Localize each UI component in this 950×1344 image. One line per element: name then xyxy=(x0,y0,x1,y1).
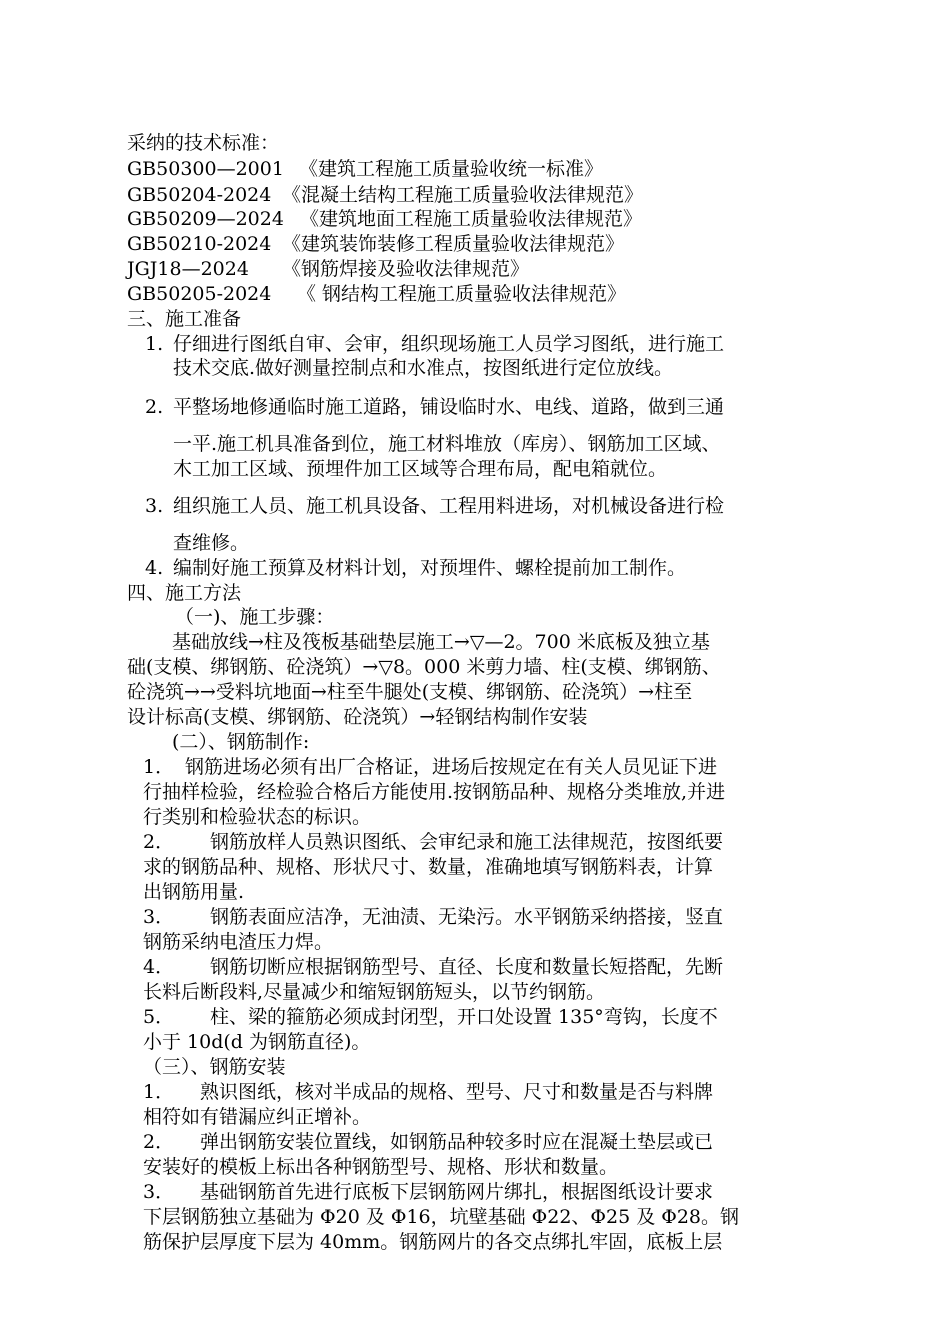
item-number: 1． xyxy=(143,1081,175,1103)
standard-row xyxy=(127,282,627,306)
standard-code: GB50209—2024 xyxy=(127,208,284,230)
item-text: 相符如有错漏应纠正增补。 xyxy=(143,1106,372,1128)
item-text: 筋保护层厚度下层为 40mm。钢筋网片的各交点绑扎牢固，底板上层 xyxy=(143,1231,723,1253)
standard-title: 《建筑装饰装修工程质量验收法律规范》 xyxy=(282,233,625,255)
item-number: 1． xyxy=(143,756,175,778)
standard-row xyxy=(127,207,643,231)
standard-code: GB50300—2001 xyxy=(127,158,284,180)
standard-row xyxy=(127,257,530,281)
item-text: 组织施工人员、施工机具设备、工程用料进场，对机械设备进行检 xyxy=(173,495,725,517)
paragraph-line: 础(支模、绑钢筋、砼浇筑）→▽8。000 米剪力墙、柱(支模、绑钢筋、 xyxy=(127,656,721,678)
item-text: 弹出钢筋安装位置线，如钢筋品种较多时应在混凝土垫层或已 xyxy=(200,1131,714,1153)
item-text: 熟识图纸，核对半成品的规格、型号、尺寸和数量是否与料牌 xyxy=(200,1081,714,1103)
item-text: 钢筋采纳电渣压力焊。 xyxy=(143,931,334,953)
item-number: 4. xyxy=(145,557,164,579)
item-number: 1. xyxy=(145,333,164,355)
item-text: 钢筋进场必须有出厂合格证，进场后按规定在有关人员见证下进 xyxy=(185,756,718,778)
paragraph-line: 砼浇筑→→受料坑地面→柱至牛腿处(支模、绑钢筋、砼浇筑）→柱至 xyxy=(127,681,693,703)
item-text: 钢筋放样人员熟识图纸、会审纪录和施工法律规范，按图纸要 xyxy=(210,831,724,853)
paragraph-line: 设计标高(支模、绑钢筋、砼浇筑）→轻钢结构制作安装 xyxy=(127,706,588,728)
item-text: 仔细进行图纸自审、会审，组织现场施工人员学习图纸，进行施工 xyxy=(173,333,725,355)
item-number: 3． xyxy=(143,1181,175,1203)
item-text: 钢筋表面应洁净，无油渍、无染污。水平钢筋采纳搭接，竖直 xyxy=(210,906,724,928)
item-text: 技术交底.做好测量控制点和水准点，按图纸进行定位放线。 xyxy=(173,357,674,379)
standard-title: 《建筑地面工程施工质量验收法律规范》 xyxy=(300,208,643,230)
section-heading: 三、施工准备 xyxy=(127,308,242,330)
standard-code: GB50205-2024 xyxy=(127,283,272,305)
standard-code: JGJ18—2024 xyxy=(127,258,249,280)
paragraph-line: 基础放线→柱及筏板基础垫层施工→▽—2。700 米底板及独立基 xyxy=(172,631,710,653)
item-text: 小于 10d(d 为钢筋直径)。 xyxy=(143,1031,371,1053)
subsection-heading: （三）、钢筋安装 xyxy=(143,1056,286,1078)
item-text: 行类别和检验状态的标识。 xyxy=(143,806,372,828)
subsection-heading: (二）、钢筋制作: xyxy=(172,731,310,753)
item-text: 行抽样检验，经检验合格后方能使用.按钢筋品种、规格分类堆放,并进 xyxy=(143,781,726,803)
standard-row xyxy=(127,183,644,207)
standard-row xyxy=(127,157,604,181)
item-text: 柱、梁的箍筋必须成封闭型，开口处设置 135°弯钩，长度不 xyxy=(210,1006,718,1028)
item-text: 长料后断段料,尽量减少和缩短钢筋短头，以节约钢筋。 xyxy=(143,981,606,1003)
section-heading: 四、施工方法 xyxy=(127,582,242,604)
standard-title: 《 钢结构工程施工质量验收法律规范》 xyxy=(297,283,627,305)
standard-title: 《建筑工程施工质量验收统一标准》 xyxy=(299,158,604,180)
item-text: 一平.施工机具准备到位，施工材料堆放（库房）、钢筋加工区域、 xyxy=(173,433,721,455)
standard-code: GB50204-2024 xyxy=(127,184,272,206)
item-text: 求的钢筋品种、规格、形状尺寸、数量，准确地填写钢筋料表，计算 xyxy=(143,856,714,878)
standard-title: 《钢筋焊接及验收法律规范》 xyxy=(282,258,530,280)
item-number: 3. xyxy=(145,495,164,517)
item-number: 5． xyxy=(143,1006,175,1028)
item-number: 2. xyxy=(145,396,164,418)
item-text: 编制好施工预算及材料计划，对预埋件、螺栓提前加工制作。 xyxy=(173,557,687,579)
item-text: 钢筋切断应根据钢筋型号、直径、长度和数量长短搭配，先断 xyxy=(210,956,724,978)
item-text: 出钢筋用量. xyxy=(143,881,245,903)
standard-code: GB50210-2024 xyxy=(127,233,272,255)
subsection-heading: （一)、施工步骤： xyxy=(175,606,335,628)
item-text: 下层钢筋独立基础为 Φ20 及 Φ16，坑壁基础 Φ22、Φ25 及 Φ28。钢 xyxy=(143,1206,740,1228)
item-text: 安装好的模板上标出各种钢筋型号、规格、形状和数量。 xyxy=(143,1156,619,1178)
standard-title: 《混凝土结构工程施工质量验收法律规范》 xyxy=(282,184,644,206)
item-number: 2． xyxy=(143,1131,175,1153)
item-text: 平整场地修通临时施工道路，铺设临时水、电线、道路，做到三通 xyxy=(173,396,725,418)
standards-intro: 采纳的技术标准： xyxy=(127,132,280,154)
item-number: 4． xyxy=(143,956,175,978)
item-number: 2． xyxy=(143,831,175,853)
item-number: 3． xyxy=(143,906,175,928)
item-text: 基础钢筋首先进行底板下层钢筋网片绑扎，根据图纸设计要求 xyxy=(200,1181,714,1203)
item-text: 查维修。 xyxy=(173,532,250,554)
item-text: 木工加工区域、预埋件加工区域等合理布局，配电箱就位。 xyxy=(173,458,668,480)
standard-row xyxy=(127,232,625,256)
